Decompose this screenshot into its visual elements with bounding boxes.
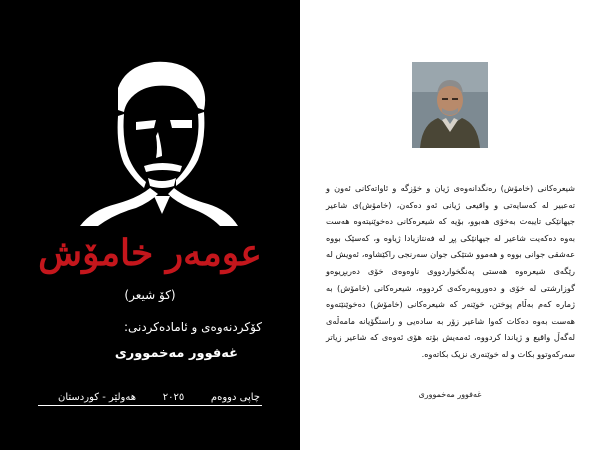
edition-line xyxy=(58,392,260,403)
collected-by-label: کۆکردنەوەی و ئامادەکردنی: xyxy=(123,320,262,334)
editor-name: غەفوور مەخمووری xyxy=(114,346,238,361)
book-title: عومەر خامۆش xyxy=(38,232,262,274)
edition-label: چاپی دووەم xyxy=(210,392,260,403)
blurb-signature: غەفوور مەخمووری xyxy=(418,390,482,399)
publication-place: هەولێر - کوردستان xyxy=(58,392,137,403)
edition-year: ٢٠٢٥ xyxy=(162,392,185,403)
divider xyxy=(38,405,262,406)
book-subtitle: (کۆ شیعر) xyxy=(124,288,176,302)
editor-photo xyxy=(412,62,488,148)
back-cover xyxy=(300,0,600,450)
back-cover-blurb: شیعرەکانی (خامۆش) رەنگدانەوەی ژیان و خۆزگە و ئاواتەکانی ئەون و تەعبیر لە کەسایەتی و واقیعی ژیانی ئەو دەکەن، (خامۆش)ی شاعیر جیهانێکی تایبەت بەخۆی هەبوو، بۆیە کە شیعرەکانی دەخوێنیتەوە هەست بەوە دەکەیت شاعیر لە جیهانێکی پڕ لە فەنتازیادا ژیاوە و، کەسێک بووە عەشقی جوانی بووە و هەموو شتێکی جوان سەرنجی راکێشاوە، ئەویش لە رێگەی شیعرەوە هەستی پەنگخواردووی ناوەوەی خۆی دەربڕیوەو گوزارشتی لە خۆی و دەوروبەرەکەی کردووە، شیعرەکانی (خامۆش) بە ژمارە کەم بەڵام پوختن، خوێنەر کە شیعرەکانی (خامۆش) دەخوێنێتەوە هەست بەوە دەکات کەوا شاعیر زۆر بە سادەیی و راستگۆیانە مامەڵەی لەگەڵ واقیع و ژیاندا کردووە، ئەمەیش بۆتە هۆی ئەوەی کە شاعیر زیاتر سەرکەوتوو بکات و لە خوێنەری نزیک بکاتەوە. xyxy=(326,183,575,359)
author-portrait xyxy=(58,48,242,228)
